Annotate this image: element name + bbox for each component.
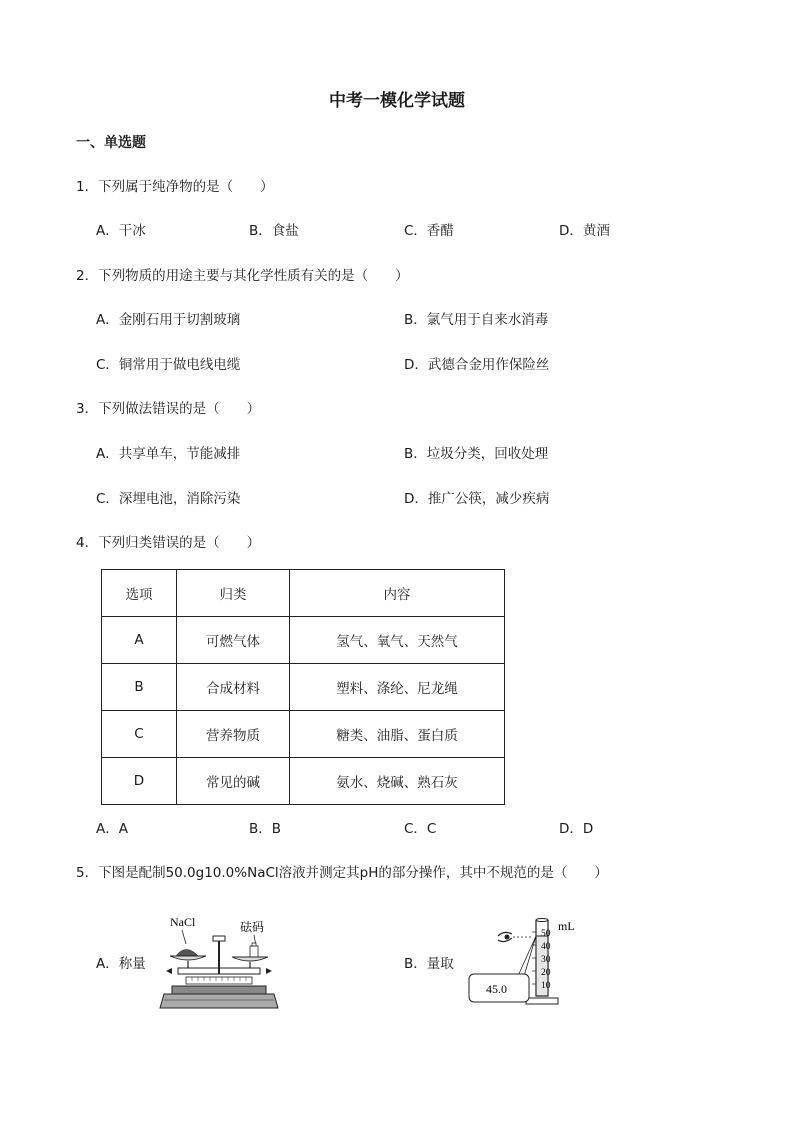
section-heading: 一、单选题: [76, 135, 146, 151]
q5-option-b: B．量取: [404, 956, 454, 972]
q4-option-d: D．D: [559, 821, 594, 837]
q1-option-b: B．食盐: [249, 223, 299, 239]
q3-option-c: C．深埋电池，消除污染: [96, 491, 241, 507]
nacl-label: NaCl: [170, 915, 196, 929]
eye-icon: [498, 932, 512, 941]
q3-option-b: B．垃圾分类，回收处理: [404, 446, 549, 462]
table-header-cell: 内容: [290, 570, 505, 617]
scale-label: 40: [541, 942, 551, 952]
table-cell: B: [102, 664, 177, 711]
table-row: [102, 711, 505, 758]
q4-option-c: C．C: [404, 821, 437, 837]
balance-scale-figure: [158, 910, 280, 1012]
question-4-stem: 4．下列归类错误的是（ ）: [76, 535, 261, 551]
q2-option-b: B．氯气用于自来水消毒: [404, 312, 549, 328]
question-2-stem: 2．下列物质的用途主要与其化学性质有关的是（ ）: [76, 268, 409, 284]
table-cell: 合成材料: [177, 664, 290, 711]
q1-option-c: C．香醋: [404, 223, 454, 239]
unit-label: mL: [558, 919, 575, 933]
question-1-stem: 1．下列属于纯净物的是（ ）: [76, 179, 274, 195]
table-cell: 常见的碱: [177, 758, 290, 805]
table-cell: D: [102, 758, 177, 805]
graduated-cylinder-figure: [466, 912, 584, 1012]
q2-option-c: C．铜常用于做电线电缆: [96, 357, 241, 373]
table-cell: 氢气、氧气、天然气: [290, 617, 505, 664]
q3-option-a: A．共享单车，节能减排: [96, 446, 241, 462]
page-title: 中考一模化学试题: [329, 91, 465, 111]
table-row: [102, 617, 505, 664]
q1-option-d: D．黄酒: [559, 223, 610, 239]
q3-option-d: D．推广公筷，减少疾病: [404, 491, 550, 507]
weights-label: 砝码: [240, 920, 265, 934]
q2-option-d: D．武德合金用作保险丝: [404, 357, 550, 373]
q5-option-a: A．称量: [96, 956, 146, 972]
table-row: [102, 758, 505, 805]
scale-label: 10: [541, 981, 551, 991]
table-header-row: [102, 570, 505, 617]
table-cell: 营养物质: [177, 711, 290, 758]
scale-label: 50: [541, 929, 551, 939]
table-cell: 糖类、油脂、蛋白质: [290, 711, 505, 758]
table-cell: C: [102, 711, 177, 758]
question-3-stem: 3．下列做法错误的是（ ）: [76, 401, 261, 417]
q2-option-a: A．金刚石用于切割玻璃: [96, 312, 241, 328]
table-cell: 塑料、涤纶、尼龙绳: [290, 664, 505, 711]
table-cell: 氨水、烧碱、熟石灰: [290, 758, 505, 805]
reading-value: 45.0: [486, 982, 507, 996]
classification-table: [101, 569, 505, 805]
table-header-cell: 选项: [102, 570, 177, 617]
q4-option-b: B．B: [249, 821, 282, 837]
q1-option-a: A．干冰: [96, 223, 146, 239]
table-cell: 可燃气体: [177, 617, 290, 664]
table-row: [102, 664, 505, 711]
table-cell: A: [102, 617, 177, 664]
q4-option-a: A．A: [96, 821, 128, 837]
question-5-stem: 5．下图是配制50.0g10.0%NaCl溶液并测定其pH的部分操作，其中不规范的是（ ）: [76, 865, 608, 881]
table-header-cell: 归类: [177, 570, 290, 617]
scale-label: 30: [541, 955, 551, 965]
scale-label: 20: [541, 968, 551, 978]
